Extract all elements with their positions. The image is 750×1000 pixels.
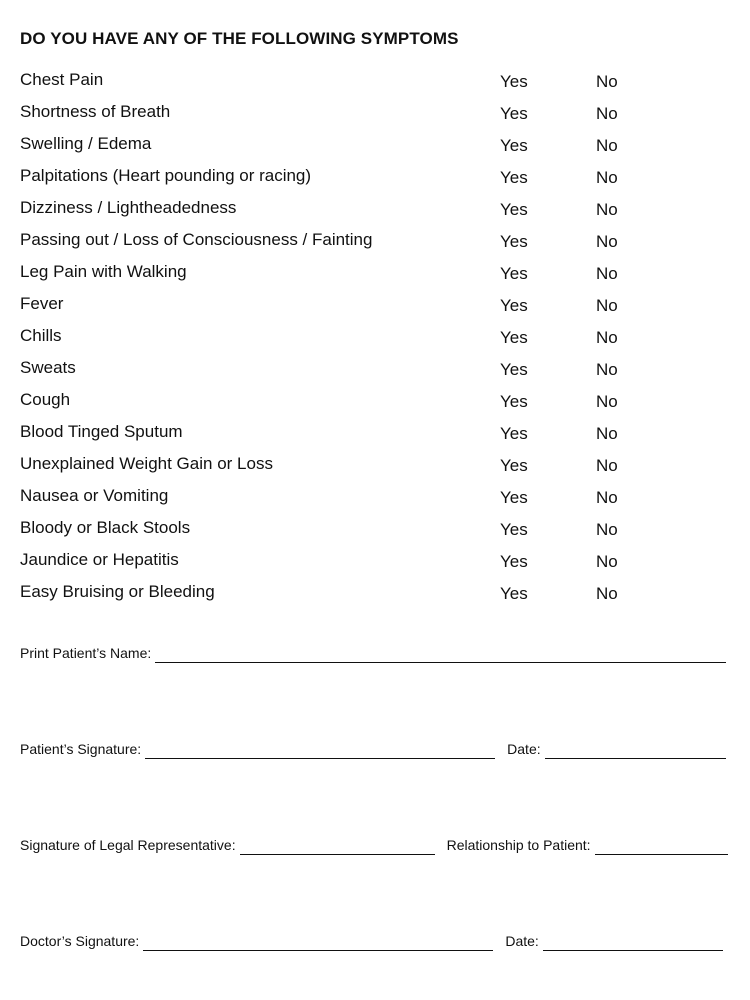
yes-option[interactable]: Yes bbox=[500, 200, 528, 219]
no-option[interactable]: No bbox=[596, 232, 618, 251]
symptom-label: Swelling / Edema bbox=[20, 134, 152, 153]
no-option[interactable]: No bbox=[596, 136, 618, 155]
yes-option[interactable]: Yes bbox=[500, 584, 528, 603]
yes-option[interactable]: Yes bbox=[500, 488, 528, 507]
symptom-row bbox=[0, 579, 750, 611]
symptom-label: Leg Pain with Walking bbox=[20, 262, 187, 281]
symptom-label: Sweats bbox=[20, 358, 76, 377]
symptom-row bbox=[0, 259, 750, 291]
relationship-field[interactable] bbox=[595, 836, 728, 855]
symptom-row bbox=[0, 515, 750, 547]
symptom-row bbox=[0, 547, 750, 579]
no-option[interactable]: No bbox=[596, 360, 618, 379]
yes-option[interactable]: Yes bbox=[500, 360, 528, 379]
symptom-row bbox=[0, 483, 750, 515]
yes-option[interactable]: Yes bbox=[500, 456, 528, 475]
symptom-row bbox=[0, 67, 750, 99]
symptom-list bbox=[0, 67, 750, 611]
patient-date-field[interactable] bbox=[545, 740, 726, 759]
no-option[interactable]: No bbox=[596, 72, 618, 91]
relationship-label: Relationship to Patient: bbox=[446, 837, 591, 853]
no-option[interactable]: No bbox=[596, 264, 618, 283]
yes-option[interactable]: Yes bbox=[500, 104, 528, 123]
yes-option[interactable]: Yes bbox=[500, 168, 528, 187]
no-option[interactable]: No bbox=[596, 456, 618, 475]
yes-option[interactable]: Yes bbox=[500, 424, 528, 443]
symptom-label: Nausea or Vomiting bbox=[20, 486, 169, 505]
yes-option[interactable]: Yes bbox=[500, 264, 528, 283]
yes-option[interactable]: Yes bbox=[500, 72, 528, 91]
doctor-date-field[interactable] bbox=[543, 932, 723, 951]
symptom-row bbox=[0, 451, 750, 483]
patient-signature-label: Patient’s Signature: bbox=[20, 741, 142, 757]
doctor-date-label: Date: bbox=[505, 933, 539, 949]
yes-option[interactable]: Yes bbox=[500, 520, 528, 539]
symptom-row bbox=[0, 99, 750, 131]
symptom-label: Bloody or Black Stools bbox=[20, 518, 191, 537]
symptom-row bbox=[0, 163, 750, 195]
symptom-label: Chest Pain bbox=[20, 70, 104, 89]
symptom-label: Dizziness / Lightheadedness bbox=[20, 198, 237, 217]
no-option[interactable]: No bbox=[596, 328, 618, 347]
symptom-label: Chills bbox=[20, 326, 62, 345]
patient-signature-line bbox=[20, 740, 726, 759]
symptom-label: Unexplained Weight Gain or Loss bbox=[20, 454, 273, 473]
patient-name-line bbox=[20, 644, 726, 663]
symptom-label: Shortness of Breath bbox=[20, 102, 171, 121]
symptom-row bbox=[0, 355, 750, 387]
symptom-label: Fever bbox=[20, 294, 64, 313]
yes-option[interactable]: Yes bbox=[500, 552, 528, 571]
doctor-signature-label: Doctor’s Signature: bbox=[20, 933, 140, 949]
symptom-label: Jaundice or Hepatitis bbox=[20, 550, 179, 569]
no-option[interactable]: No bbox=[596, 104, 618, 123]
yes-option[interactable]: Yes bbox=[500, 296, 528, 315]
patient-name-field[interactable] bbox=[155, 644, 726, 663]
symptom-label: Passing out / Loss of Consciousness / Fainting bbox=[20, 230, 373, 249]
symptom-row bbox=[0, 323, 750, 355]
yes-option[interactable]: Yes bbox=[500, 232, 528, 251]
yes-option[interactable]: Yes bbox=[500, 392, 528, 411]
yes-option[interactable]: Yes bbox=[500, 136, 528, 155]
no-option[interactable]: No bbox=[596, 296, 618, 315]
symptom-row bbox=[0, 387, 750, 419]
form-title: DO YOU HAVE ANY OF THE FOLLOWING SYMPTOMS bbox=[20, 29, 459, 48]
doctor-signature-field[interactable] bbox=[143, 932, 493, 951]
no-option[interactable]: No bbox=[596, 520, 618, 539]
no-option[interactable]: No bbox=[596, 488, 618, 507]
patient-date-label: Date: bbox=[507, 741, 541, 757]
no-option[interactable]: No bbox=[596, 168, 618, 187]
symptom-row bbox=[0, 131, 750, 163]
no-option[interactable]: No bbox=[596, 552, 618, 571]
no-option[interactable]: No bbox=[596, 424, 618, 443]
doctor-signature-line bbox=[20, 932, 723, 951]
no-option[interactable]: No bbox=[596, 200, 618, 219]
legal-representative-field[interactable] bbox=[240, 836, 435, 855]
yes-option[interactable]: Yes bbox=[500, 328, 528, 347]
symptom-row bbox=[0, 291, 750, 323]
symptom-label: Blood Tinged Sputum bbox=[20, 422, 183, 441]
legal-representative-line bbox=[20, 836, 728, 855]
symptom-label: Easy Bruising or Bleeding bbox=[20, 582, 215, 601]
no-option[interactable]: No bbox=[596, 392, 618, 411]
no-option[interactable]: No bbox=[596, 584, 618, 603]
symptom-label: Palpitations (Heart pounding or racing) bbox=[20, 166, 312, 185]
symptom-row bbox=[0, 227, 750, 259]
symptom-row bbox=[0, 195, 750, 227]
symptom-label: Cough bbox=[20, 390, 71, 409]
symptom-row bbox=[0, 419, 750, 451]
patient-name-label: Print Patient’s Name: bbox=[20, 645, 152, 661]
legal-representative-label: Signature of Legal Representative: bbox=[20, 837, 236, 853]
patient-signature-field[interactable] bbox=[145, 740, 495, 759]
